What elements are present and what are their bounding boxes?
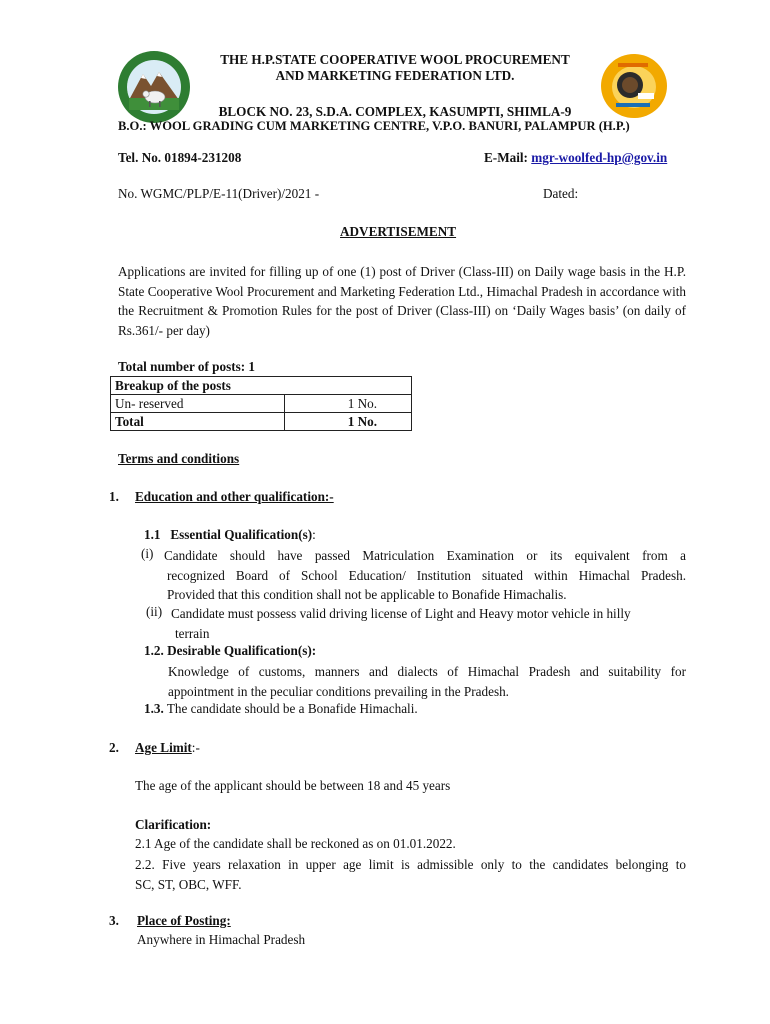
essential-colon: : (312, 527, 316, 542)
place-of-posting-text: Anywhere in Himachal Pradesh (137, 932, 306, 947)
age-limit-suffix: :- (191, 740, 200, 755)
organisation-name-line1: THE H.P.STATE COOPERATIVE WOOL PROCUREMENT (220, 52, 570, 67)
organisation-address: BLOCK NO. 23, S.D.A. COMPLEX, KASUMPTI, SHIMLA-9 (218, 104, 572, 119)
clarification-line: SC, ST, OBC, WFF. (135, 876, 242, 892)
terms-heading: Terms and conditions (118, 451, 240, 466)
item-i-line: Candidate should have passed Matriculation Examination or its equivalent from a (164, 548, 686, 563)
table-cell-label: Total (111, 413, 285, 431)
item-1-3-number: 1.3. (144, 701, 164, 716)
desirable-line: appointment in the peculiar conditions prevailing in the Pradesh. (168, 683, 509, 699)
clarification-2-1: 2.1 Age of the candidate shall be reckoned as on 01.01.2022. (135, 836, 456, 851)
item-i-text (164, 546, 686, 605)
item-i-marker: (i) (141, 546, 154, 561)
email-line (484, 150, 667, 166)
organisation-name-line2: AND MARKETING FEDERATION LTD. (275, 68, 515, 83)
section-1-heading: Education and other qualification:- (135, 489, 334, 504)
section-3-number: 3. (109, 913, 119, 928)
clarification-line: 2.2. Five years relaxation in upper age limit is admissible only to the candidates belonging to (135, 857, 686, 872)
clarification-2-2 (135, 855, 686, 894)
desirable-qualification-heading: 1.2. Desirable Qualification(s): (144, 643, 317, 658)
essential-title: Essential Qualification(s) (170, 527, 313, 542)
bharat-ka-amrit-mahotsav-logo (600, 53, 668, 119)
age-limit-title: Age Limit (135, 740, 192, 755)
item-i-line: Provided that this condition shall not be applicable to Bonafide Himachalis. (167, 587, 567, 602)
table-cell-value: 1 No. (285, 395, 412, 413)
table-cell-label: Un- reserved (111, 395, 285, 413)
section-3-heading: Place of Posting: (137, 913, 231, 928)
table-row (111, 377, 412, 395)
item-1-3-text: The candidate should be a Bonafide Himachali. (166, 701, 418, 716)
table-cell-value: 1 No. (285, 413, 412, 431)
section-2-heading (135, 740, 200, 756)
item-i-line: recognized Board of School Education/ Institution situated within Himachal Pradesh. (167, 567, 686, 583)
branch-office-address: B.O.: WOOL GRADING CUM MARKETING CENTRE, V.P.O. BANURI, PALAMPUR (H.P.) (118, 119, 630, 133)
section-2-number: 2. (109, 740, 119, 755)
section-1-number: 1. (109, 489, 119, 504)
page-title: ADVERTISEMENT (340, 224, 457, 239)
essential-number: 1.1 (144, 527, 161, 542)
clarification-heading: Clarification: (135, 817, 212, 832)
item-ii-marker: (ii) (146, 604, 163, 619)
item-1-3 (144, 701, 418, 717)
posts-breakup-table (110, 376, 412, 431)
email-link[interactable]: mgr-woolfed-hp@gov.in (531, 150, 668, 165)
email-label: E-Mail: (484, 150, 528, 165)
reference-number: No. WGMC/PLP/E-11(Driver)/2021 - (118, 186, 320, 201)
telephone-number: Tel. No. 01894-231208 (118, 150, 242, 165)
intro-paragraph: Applications are invited for filling up of one (1) post of Driver (Class-III) on Daily wage basis in the H.P. State Cooperative Wool Procurement and Marketing Federation Ltd., Himachal Pradesh in accordance with the Recruitment & Promotion Rules for the post of Driver (Class-III) on ‘Daily Wages basis’ (on daily of Rs.361/- per day) (118, 264, 686, 338)
table-row (111, 413, 412, 431)
table-header-cell: Breakup of the posts (111, 377, 412, 395)
essential-qualification-heading (144, 527, 316, 543)
item-ii-line: Candidate must possess valid driving license of Light and Heavy motor vehicle in hilly (171, 606, 631, 621)
desirable-line: Knowledge of customs, manners and dialects of Himachal Pradesh and suitability for (168, 664, 686, 679)
himachal-wool-federation-logo (117, 50, 191, 124)
table-row (111, 395, 412, 413)
total-posts: Total number of posts: 1 (118, 359, 256, 374)
dated-label: Dated: (543, 186, 579, 201)
age-limit-text: The age of the applicant should be between 18 and 45 years (135, 778, 451, 793)
desirable-qualification-text (168, 662, 686, 701)
item-ii-text (171, 604, 631, 643)
item-ii-line: terrain (175, 625, 210, 641)
